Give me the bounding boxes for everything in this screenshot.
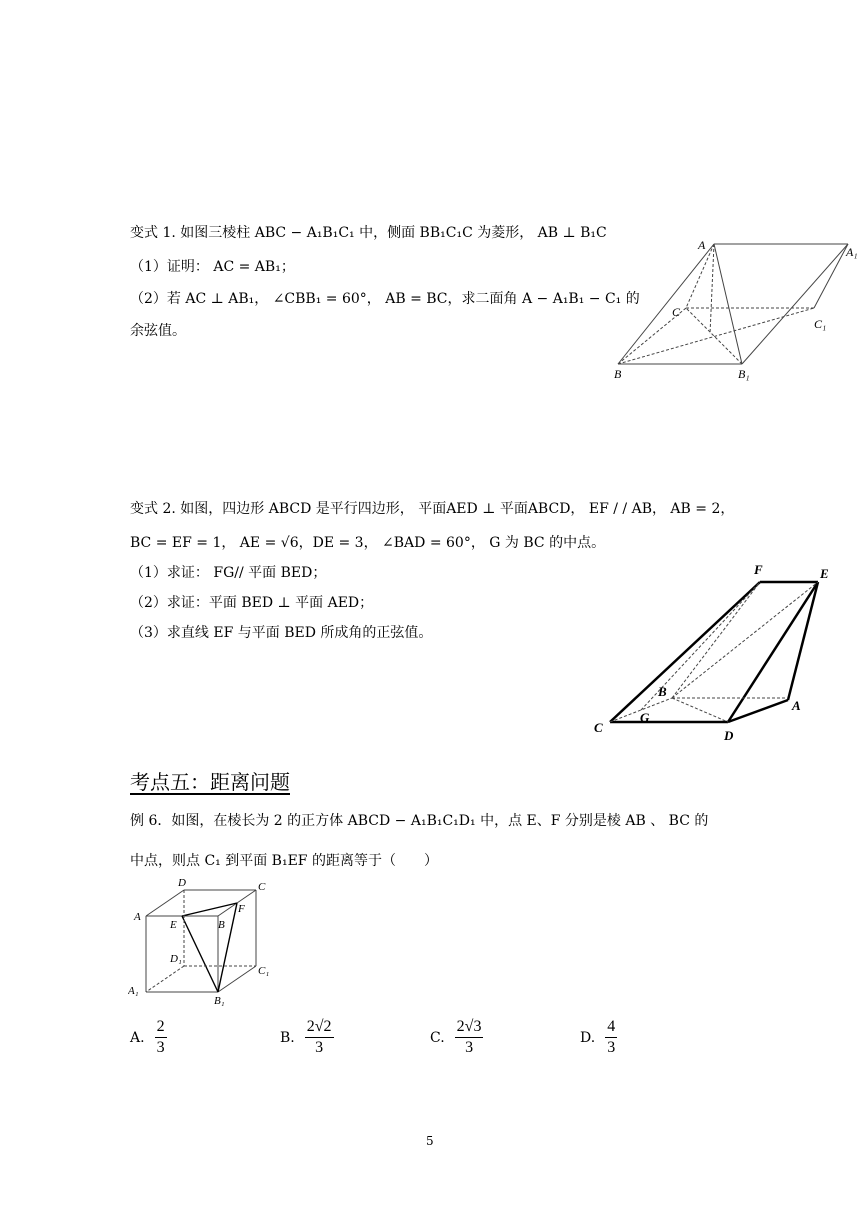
prism-label-c: C [672,305,681,319]
option-c-fraction [455,1018,484,1057]
cube-label-a: A [134,911,141,923]
example6-line2: 中点，则点 C₁ 到平面 B₁EF 的距离等于（ ） [130,853,438,869]
cube-label-b: B [218,919,225,931]
option-c-numerator: 2√3 [455,1018,484,1038]
cube-label-e: E [170,919,177,931]
variant2-line2: BC = EF = 1， AE = √6，DE = 3， ∠BAD = 60°， G 为 BC 的中点。 [130,535,606,551]
option-a [130,1018,167,1057]
prism-label-a1: A₁ [846,245,858,259]
prism-label-a: A [698,238,706,252]
cube-label-c: C [258,881,266,893]
variant1-line4: 余弦值。 [130,323,186,339]
option-a-numerator: 2 [155,1018,167,1038]
option-a-fraction [155,1018,167,1057]
cube-label-d1: D₁ [170,953,182,965]
option-d-numerator: 4 [605,1018,617,1038]
quad-label-e: E [820,566,829,581]
quad-figure [588,560,850,742]
variant2-line1: 变式 2. 如图，四边形 ABCD 是平行四边形， 平面AED ⊥ 平面ABCD， EF / / AB， AB = 2， [130,501,735,517]
option-d-label: D. [580,1029,596,1046]
option-a-label: A. [130,1029,145,1046]
option-b-fraction [305,1018,334,1057]
option-c [430,1018,483,1057]
option-d [580,1018,617,1057]
variant1-line2: （1）证明： AC = AB₁； [130,259,295,275]
option-c-label: C. [430,1029,445,1046]
cube-label-b1: B₁ [214,995,225,1006]
variant2-line3: （1）求证： FG// 平面 BED； [130,565,327,581]
variant1-line3: （2）若 AC ⊥ AB₁， ∠CBB₁ = 60°， AB = BC，求二面角 A − A₁B₁ − C₁ 的 [130,291,640,307]
cube-label-f: F [238,903,245,915]
page-number: 5 [426,1134,434,1148]
cube-figure [128,876,284,1006]
quad-label-c: C [594,720,603,735]
option-d-fraction [605,1018,617,1057]
option-b-denominator: 3 [315,1039,324,1056]
quad-label-d: D [724,728,734,742]
cube-label-a1: A₁ [128,985,139,997]
option-d-denominator: 3 [607,1039,616,1056]
cube-label-c1: C₁ [258,965,270,977]
prism-label-c1: C₁ [814,317,827,331]
example6-line1: 例 6．如图，在棱长为 2 的正方体 ABCD − A₁B₁C₁D₁ 中，点 E、F 分别是棱 AB 、 BC 的 [130,813,709,829]
variant1-line1: 变式 1. 如图三棱柱 ABC − A₁B₁C₁ 中，侧面 BB₁C₁C 为菱形， AB ⊥ B₁C [130,225,607,241]
prism-label-b1: B₁ [738,367,750,381]
variant2-line5: （3）求直线 EF 与平面 BED 所成角的正弦值。 [130,625,433,641]
cube-label-d: D [178,877,186,889]
prism-label-b: B [614,367,622,381]
option-b [280,1018,334,1057]
variant2-line4: （2）求证：平面 BED ⊥ 平面 AED； [130,595,374,611]
quad-label-a: A [792,698,801,713]
section-heading: 考点五：距离问题 [130,770,290,794]
option-c-denominator: 3 [465,1039,474,1056]
quad-label-f: F [754,562,763,577]
option-b-label: B. [280,1029,295,1046]
quad-label-b: B [658,684,667,699]
quad-label-g: G [640,710,650,725]
option-a-denominator: 3 [156,1039,165,1056]
prism-figure [610,236,860,384]
option-b-numerator: 2√2 [305,1018,334,1038]
